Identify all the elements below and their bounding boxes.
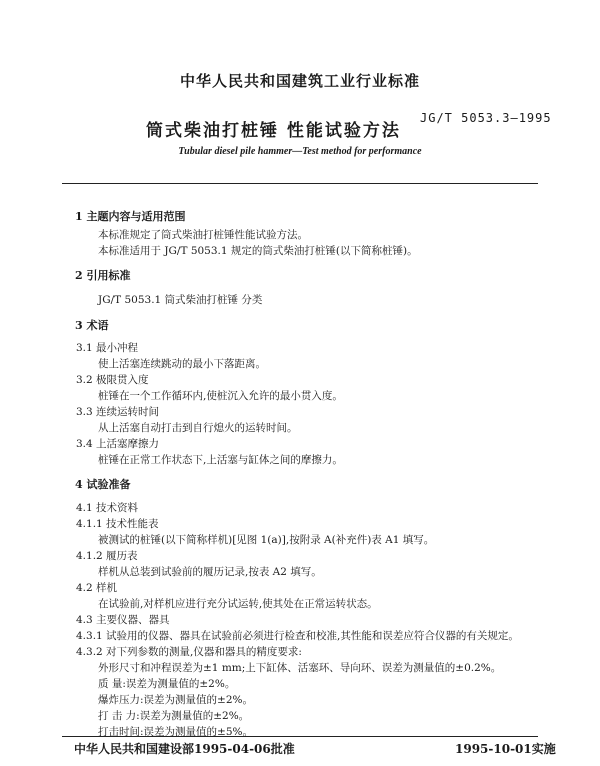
clause-heading: 3.1 最小冲程 [76, 342, 139, 354]
english-subtitle: Tubular diesel pile hammer—Test method for performance [178, 146, 422, 157]
clause-heading: 3.4 上活塞摩擦力 [76, 438, 160, 450]
clause-heading: 3.3 连续运转时间 [76, 406, 160, 418]
clause-heading: 4.3 主要仪器、器具 [76, 614, 170, 626]
clause-heading: 4.3.2 对下列参数的测量,仪器和器具的精度要求: [76, 646, 302, 658]
body-text: 桩锤在一个工作循环内,使桩沉入允许的最小贯入度。 [98, 390, 343, 402]
issuer-heading: 中华人民共和国建筑工业行业标准 [179, 72, 420, 90]
body-text: 从上活塞自动打击到自行熄火的运转时间。 [98, 422, 298, 434]
body-text: 在试验前,对样机应进行充分试运转,使其处在正常运转状态。 [98, 598, 378, 610]
clause-heading: 4.1.1 技术性能表 [76, 518, 159, 530]
clause-heading: 4.1 技术资料 [76, 502, 139, 514]
body-text: 本标准规定了筒式柴油打桩锤性能试验方法。 [98, 229, 308, 241]
body-text: 外形尺寸和冲程误差为±1 mm;上下缸体、活塞环、导向环、误差为测量值的±0.2%。 [98, 662, 502, 674]
document-title: 筒式柴油打桩锤 性能试验方法 [146, 121, 401, 141]
clause-heading: 4.2 样机 [76, 582, 118, 594]
body-text: 使上活塞连续跳动的最小下落距离。 [98, 358, 266, 370]
section-heading: 4 试验准备 [75, 478, 131, 491]
body-text: 样机从总装到试验前的履历记录,按表 A2 填写。 [98, 566, 322, 578]
section-heading: 3 术语 [75, 319, 109, 332]
header-rule [62, 183, 538, 184]
clause-heading: 4.1.2 履历表 [76, 550, 138, 562]
clause-heading: 3.2 极限贯入度 [76, 374, 149, 386]
section-heading: 1 主题内容与适用范围 [75, 210, 186, 223]
body-text: 爆炸压力:误差为测量值的±2%。 [98, 694, 253, 706]
footer-rule [62, 736, 538, 737]
body-text: 桩锤在正常工作状态下,上活塞与缸体之间的摩擦力。 [98, 454, 343, 466]
clause-heading: 4.3.1 试验用的仪器、器具在试验前必须进行检查和校准,其性能和误差应符合仪器的有关规定。 [76, 630, 519, 642]
body-text: 本标准适用于 JG/T 5053.1 规定的筒式柴油打桩锤(以下简称桩锤)。 [98, 245, 418, 257]
section-heading: 2 引用标准 [75, 269, 131, 282]
body-text: 被测试的桩锤(以下简称样机)[见图 1(a)],按附录 A(补充件)表 A1 填写。 [98, 534, 435, 546]
implementation-date: 1995-10-01实施 [455, 742, 556, 756]
body-text: 打 击 力:误差为测量值的±2%。 [98, 710, 250, 722]
standard-number: JG/T 5053.3—1995 [420, 111, 552, 125]
body-text: 打击时间:误差为测量值的±5%。 [98, 726, 253, 738]
body-text: JG/T 5053.1 筒式柴油打桩锤 分类 [98, 294, 263, 306]
approval-note: 中华人民共和国建设部1995-04-06批准 [74, 742, 295, 756]
body-text: 质 量:误差为测量值的±2%。 [98, 678, 236, 690]
